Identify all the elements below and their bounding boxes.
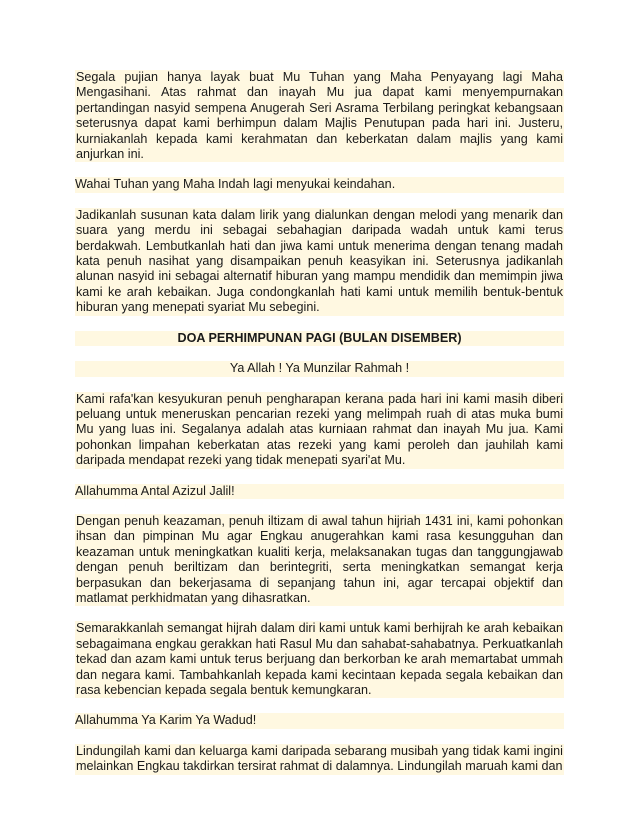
paragraph-hijrah-commitment: Dengan penuh keazaman, penuh iltizam di awal tahun hijriah 1431 ini, kami pohonkan ihsan dan pimpinan Mu agar Engkau anugerahkan kami rasa kesungguhan dan keazaman untuk meningkatkan kualiti kerja, melaksanakan tugas dan tanggungjawab dengan penuh beriltizam dan berintegriti, serta meningkatkan semangat kerja berpasukan dan bekerjasama di sepanjang tahun ini, agar tercapai objektif dan matlamat perkhidmatan yang dihasratkan. bbox=[76, 513, 563, 605]
paragraph-invocation-beauty: Wahai Tuhan yang Maha Indah lagi menyukai keindahan. bbox=[75, 177, 564, 192]
section-heading: DOA PERHIMPUNAN PAGI (BULAN DISEMBER) bbox=[75, 331, 564, 346]
paragraph-protection: Lindungilah kami dan keluarga kami daripada sebarang musibah yang tidak kami ingini melainkan Engkau takdirkan tersirat rahmat di dalamnya. Lindungilah maruah kami dan bbox=[76, 743, 563, 774]
paragraph-nasyid-dakwah: Jadikanlah susunan kata dalam lirik yang dialunkan dengan melodi yang menarik dan suara yang merdu ini sebagai sebahagian daripada wadah untuk kami terus berdakwah. Lembutkanlah hati dan jiwa kami untuk menerima dengan tenang madah kata penuh nasihat yang disampaikan penuh keasyikan ini. Seterusnya jadikanlah alunan nasyid ini sebagai alternatif hiburan yang mampu mendidik dan memimpin jiwa kami ke arah kebaikan. Juga condongkanlah hati kami untuk memilih bentuk-bentuk hiburan yang menepati syariat Mu sebegini. bbox=[76, 207, 563, 315]
paragraph-allahumma-karim: Allahumma Ya Karim Ya Wadud! bbox=[75, 713, 564, 728]
paragraph-opening-praise: Segala pujian hanya layak buat Mu Tuhan yang Maha Penyayang lagi Maha Mengasihani. Atas rahmat dan inayah Mu jua dapat kami menyempurnakan pertandingan nasyid sempena Anugerah Seri Asrama Terbilang peringkat kebangsaan seterusnya dapat kami berhimpun dalam Majlis Penutupan pada hari ini. Justeru, kurniakanlah kepada kami kerahmatan dan keberkatan dalam majlis yang kami anjurkan ini. bbox=[76, 70, 563, 162]
paragraph-allahumma-aziz: Allahumma Antal Azizul Jalil! bbox=[75, 484, 564, 499]
paragraph-hijrah-spirit: Semarakkanlah semangat hijrah dalam diri kami untuk kami berhijrah ke arah kebaikan sebagaimana engkau gerakkan hati Rasul Mu dan sahabat-sahabatnya. Perkuatkanlah tekad dan azam kami untuk terus berjuang dan berkorban ke arah memartabat ummah dan negara kami. Tambahkanlah kepada kami kecintaan kepada segala kebaikan dan rasa kebencian kepada segala bentuk kemungkaran. bbox=[76, 621, 563, 697]
invocation-line: Ya Allah ! Ya Munzilar Rahmah ! bbox=[75, 361, 564, 376]
paragraph-gratitude: Kami rafa'kan kesyukuran penuh pengharapan kerana pada hari ini kami masih diberi peluang untuk meneruskan pencarian rezeki yang melimpah ruah di atas muka bumi Mu yang luas ini. Segalanya adalah atas kurniaan rahmat dan inayah Mu jua. Kami pohonkan limpahan keberkatan atas rezeki yang kami peroleh dan jauhilah kami daripada mendapat rezeki yang tidak menepati syari'at Mu. bbox=[76, 391, 563, 468]
document-body bbox=[75, 70, 564, 790]
